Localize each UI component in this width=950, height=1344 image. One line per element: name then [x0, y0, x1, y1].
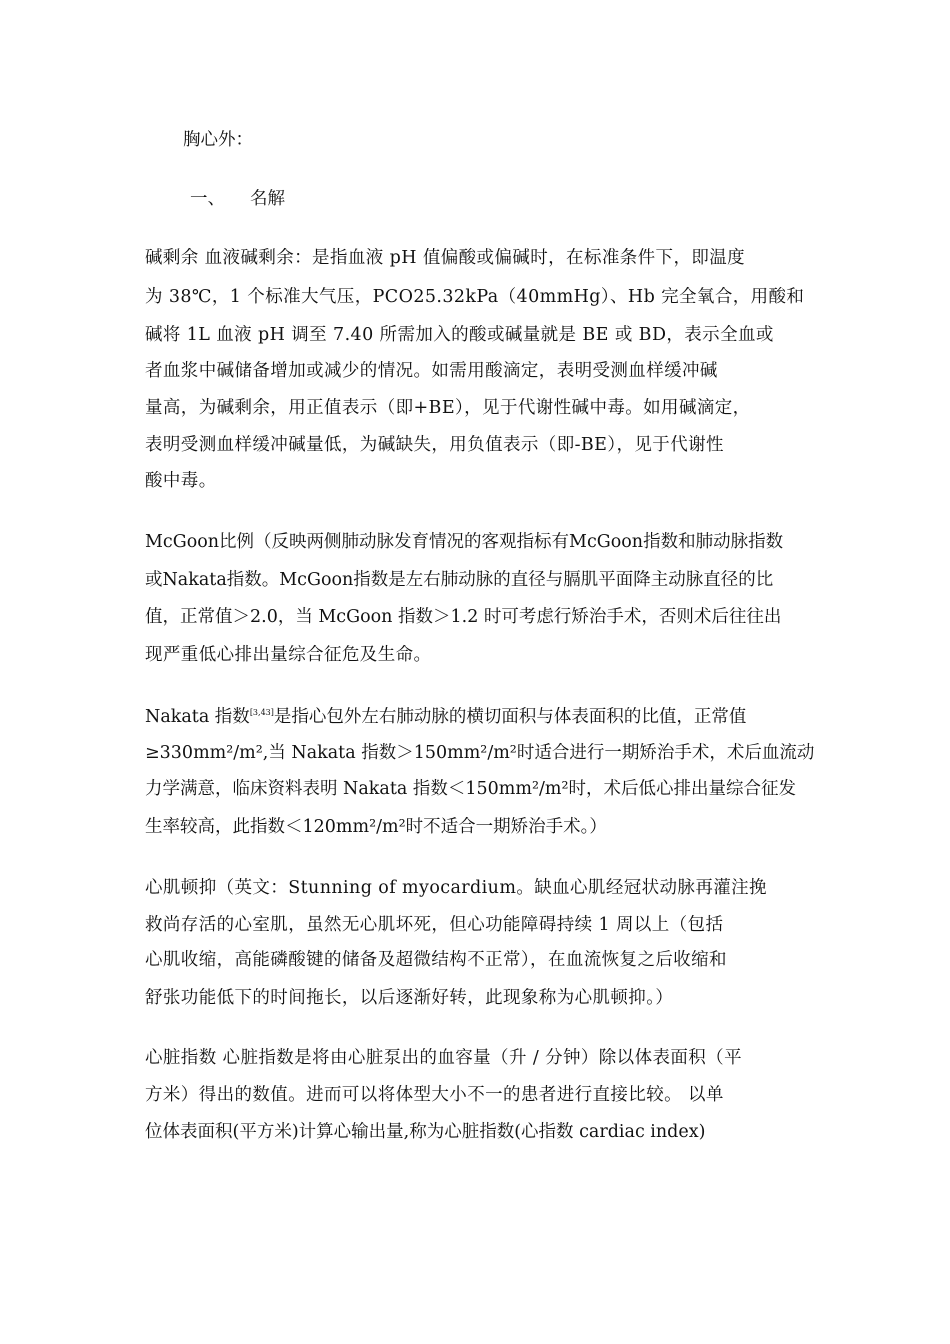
- paragraph-line: 现严重低心排出量综合征危及生命。: [145, 645, 432, 665]
- section-label: 名解: [250, 189, 285, 209]
- paragraph-line: 量高，为碱剩余，用正值表示（即+BE），见于代谢性碱中毒。如用碱滴定，: [145, 398, 751, 418]
- paragraph-line: 舒张功能低下的时间拖长，以后逐渐好转，此现象称为心肌顿抑。）: [145, 988, 674, 1008]
- paragraph-line: 生率较高，此指数＜120mm²/m²时不适合一期矫治手术。）: [145, 817, 607, 837]
- paragraph-line: 者血浆中碱储备增加或减少的情况。如需用酸滴定，表明受测血样缓冲碱: [145, 361, 718, 381]
- paragraph-line: 位体表面积(平方米)计算心输出量,称为心脏指数(心指数 cardiac index): [145, 1122, 706, 1142]
- paragraph-line: 为 38℃，1 个标准大气压，PCO25.32kPa（40mmHg）、Hb 完全氧合，用酸和: [145, 287, 805, 307]
- paragraph-line: [145, 705, 746, 729]
- paragraph-line: 碱将 1L 血液 pH 调至 7.40 所需加入的酸或碱量就是 BE 或 BD，表示全血或: [145, 325, 774, 345]
- paragraph-line: 心肌收缩，高能磷酸键的储备及超微结构不正常），在血流恢复之后收缩和: [145, 950, 727, 970]
- paragraph-line: 心肌顿抑（英文：Stunning of myocardium。缺血心肌经冠状动脉再灌注挽: [145, 878, 767, 898]
- citation-ref: [3,43]: [249, 708, 274, 718]
- paragraph-line: 方米）得出的数值。进而可以将体型大小不一的患者进行直接比较。 以单: [145, 1085, 724, 1105]
- paragraph-line: McGoon比例（反映两侧肺动脉发育情况的客观指标有McGoon指数和肺动脉指数: [145, 532, 784, 552]
- paragraph-line: 或Nakata指数。McGoon指数是左右肺动脉的直径与膈肌平面降主动脉直径的比: [145, 570, 774, 590]
- paragraph-text: 是指心包外左右肺动脉的横切面积与体表面积的比值，正常值: [273, 707, 747, 727]
- paragraph-line: 酸中毒。: [145, 471, 217, 491]
- section-number: 一、: [190, 189, 225, 209]
- term-nakata: Nakata 指数: [145, 707, 250, 727]
- paragraph-line: 力学满意，临床资料表明 Nakata 指数＜150mm²/m²时，术后低心排出量综合征发: [145, 779, 796, 799]
- paragraph-line: 救尚存活的心室肌，虽然无心肌坏死，但心功能障碍持续 1 周以上（包括: [145, 915, 724, 935]
- paragraph-line: 表明受测血样缓冲碱量低，为碱缺失，用负值表示（即-BE），见于代谢性: [145, 435, 724, 455]
- paragraph-line: 值，正常值＞2.0，当 McGoon 指数＞1.2 时可考虑行矫治手术，否则术后往往出: [145, 607, 782, 627]
- paragraph-line: ≥330mm²/m²,当 Nakata 指数＞150mm²/m²时适合进行一期矫治手术，术后血流动: [145, 743, 815, 763]
- paragraph-line: 心脏指数 心脏指数是将由心脏泵出的血容量（升 / 分钟）除以体表面积（平: [145, 1048, 742, 1068]
- paragraph-line: 碱剩余 血液碱剩余：是指血液 pH 值偏酸或偏碱时，在标准条件下，即温度: [145, 248, 746, 268]
- document-title: 胸心外：: [183, 130, 253, 150]
